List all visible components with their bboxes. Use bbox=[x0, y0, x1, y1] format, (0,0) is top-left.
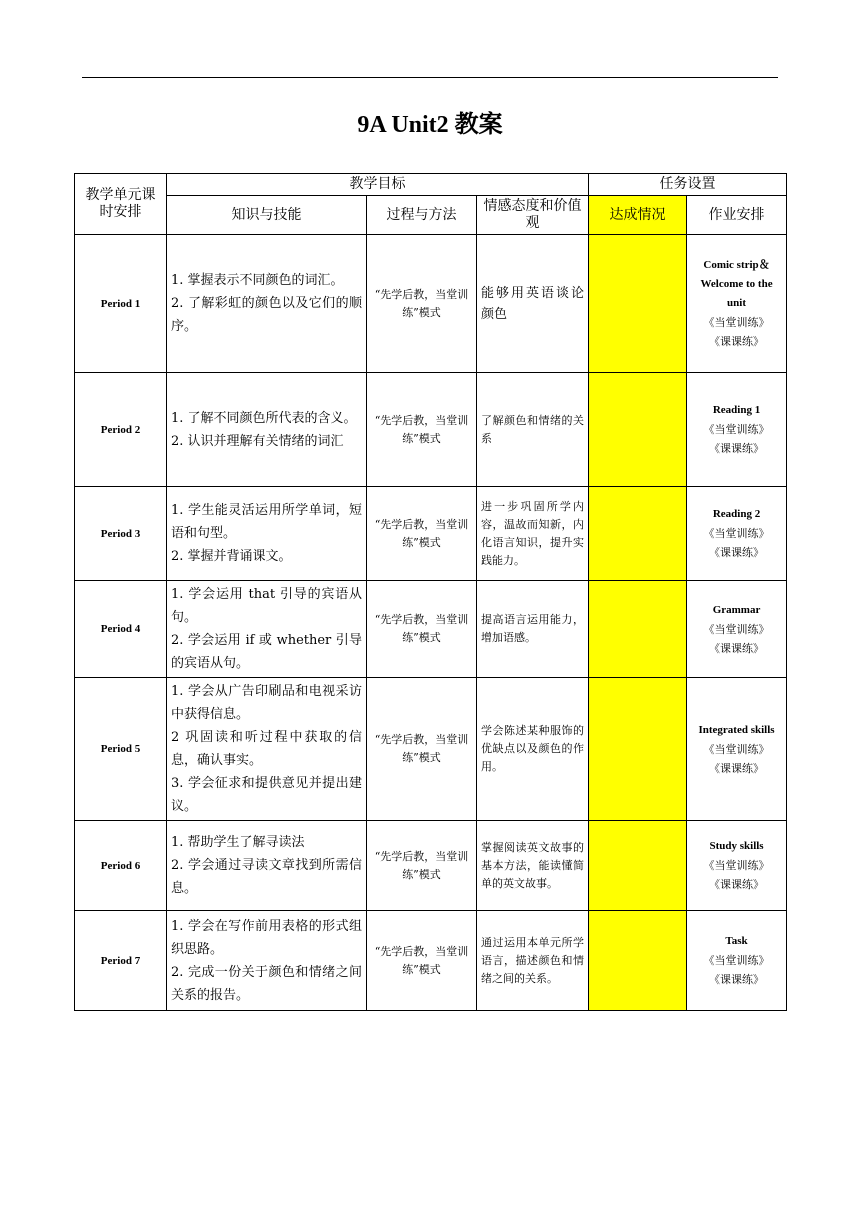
knowledge-item: 1. 学会在写作前用表格的形式组织思路。 bbox=[171, 918, 362, 957]
homework-item: 《当堂训练》 bbox=[703, 954, 770, 967]
completion-cell bbox=[589, 678, 687, 821]
homework-cell bbox=[687, 911, 787, 1011]
knowledge-item: 1. 学会从广告印刷品和电视采访中获得信息。 bbox=[171, 684, 362, 722]
homework-title: Integrated skills bbox=[698, 723, 775, 736]
period-cell: Period 4 bbox=[75, 581, 167, 678]
knowledge-item: 2. 掌握并背诵课文。 bbox=[171, 549, 292, 564]
homework-item: 《当堂训练》 bbox=[703, 527, 770, 540]
process-cell: “先学后教，当堂训练”模式 bbox=[367, 821, 477, 911]
period-cell: Period 6 bbox=[75, 821, 167, 911]
emotion-cell: 掌握阅读英文故事的基本方法，能读懂简单的英文故事。 bbox=[477, 821, 589, 911]
homework-item: 《当堂训练》 bbox=[703, 859, 770, 872]
homework-cell bbox=[687, 581, 787, 678]
homework-title: Grammar bbox=[712, 603, 761, 616]
homework-item: 《当堂训练》 bbox=[703, 316, 770, 329]
period-cell: Period 5 bbox=[75, 678, 167, 821]
knowledge-cell bbox=[167, 487, 367, 581]
period-cell: Period 3 bbox=[75, 487, 167, 581]
completion-cell bbox=[589, 373, 687, 487]
process-cell: “先学后教，当堂训练”模式 bbox=[367, 487, 477, 581]
knowledge-cell bbox=[167, 581, 367, 678]
table-row bbox=[75, 235, 787, 373]
knowledge-item: 2. 完成一份关于颜色和情绪之间关系的报告。 bbox=[171, 964, 362, 1003]
homework-item: 《课课练》 bbox=[709, 335, 765, 348]
header-rule bbox=[82, 77, 778, 78]
process-cell: “先学后教，当堂训练”模式 bbox=[367, 678, 477, 821]
homework-item: 《当堂训练》 bbox=[703, 423, 770, 436]
knowledge-item: 2. 学会运用 if 或 whether 引导的宾语从句。 bbox=[171, 633, 362, 671]
emotion-cell: 通过运用本单元所学语言，描述颜色和情绪之间的关系。 bbox=[477, 911, 589, 1011]
process-cell: “先学后教，当堂训练”模式 bbox=[367, 911, 477, 1011]
period-cell: Period 2 bbox=[75, 373, 167, 487]
homework-item: 《课课练》 bbox=[709, 546, 765, 559]
emotion-cell: 提高语言运用能力，增加语感。 bbox=[477, 581, 589, 678]
knowledge-item: 1. 帮助学生了解寻读法 bbox=[171, 835, 305, 850]
table-row bbox=[75, 678, 787, 821]
knowledge-item: 1. 掌握表示不同颜色的词汇。 bbox=[171, 273, 344, 288]
homework-item: 《课课练》 bbox=[709, 878, 765, 891]
completion-cell bbox=[589, 911, 687, 1011]
table-row bbox=[75, 821, 787, 911]
process-cell: “先学后教，当堂训练”模式 bbox=[367, 373, 477, 487]
completion-cell bbox=[589, 487, 687, 581]
header-teaching-goals: 教学目标 bbox=[167, 174, 589, 196]
homework-cell bbox=[687, 235, 787, 373]
lesson-plan-table bbox=[74, 173, 787, 1011]
completion-cell bbox=[589, 581, 687, 678]
header-completion: 达成情况 bbox=[589, 196, 687, 235]
completion-cell bbox=[589, 235, 687, 373]
homework-title: Reading 1 bbox=[712, 404, 761, 416]
table-row bbox=[75, 487, 787, 581]
homework-title: Reading 2 bbox=[712, 508, 761, 520]
knowledge-cell bbox=[167, 821, 367, 911]
homework-title: Study skills bbox=[709, 840, 764, 852]
period-cell: Period 1 bbox=[75, 235, 167, 373]
knowledge-cell bbox=[167, 678, 367, 821]
emotion-cell: 学会陈述某种服饰的优缺点以及颜色的作用。 bbox=[477, 678, 589, 821]
header-process-method: 过程与方法 bbox=[367, 196, 477, 235]
homework-cell bbox=[687, 487, 787, 581]
period-cell: Period 7 bbox=[75, 911, 167, 1011]
knowledge-item: 1. 学会运用 that 引导的宾语从句。 bbox=[171, 587, 362, 625]
homework-title: Task bbox=[725, 935, 748, 947]
knowledge-cell bbox=[167, 235, 367, 373]
knowledge-cell bbox=[167, 373, 367, 487]
homework-title: Comic strip＆Welcome to the unit bbox=[700, 259, 773, 309]
emotion-cell: 了解颜色和情绪的关系 bbox=[477, 373, 589, 487]
process-cell: “先学后教，当堂训练”模式 bbox=[367, 581, 477, 678]
completion-cell bbox=[589, 821, 687, 911]
homework-item: 《课课练》 bbox=[709, 761, 765, 775]
knowledge-item: 3. 学会征求和提供意见并提出建议。 bbox=[171, 776, 362, 814]
process-cell: “先学后教，当堂训练”模式 bbox=[367, 235, 477, 373]
homework-item: 《课课练》 bbox=[709, 641, 765, 655]
emotion-cell: 能够用英语谈论颜色 bbox=[477, 235, 589, 373]
header-knowledge-skills: 知识与技能 bbox=[167, 196, 367, 235]
homework-item: 《课课练》 bbox=[709, 442, 765, 455]
knowledge-item: 1. 了解不同颜色所代表的含义。 bbox=[171, 410, 357, 426]
table-row bbox=[75, 581, 787, 678]
knowledge-item: 2. 学会通过寻读文章找到所需信息。 bbox=[171, 858, 362, 896]
knowledge-item: 2. 了解彩虹的颜色以及它们的顺序。 bbox=[171, 296, 362, 334]
knowledge-item: 1. 学生能灵活运用所学单词，短语和句型。 bbox=[171, 503, 362, 541]
emotion-cell: 进一步巩固所学内容，温故而知新，内化语言知识，提升实践能力。 bbox=[477, 487, 589, 581]
table-row bbox=[75, 911, 787, 1011]
homework-item: 《当堂训练》 bbox=[703, 622, 770, 636]
homework-cell bbox=[687, 678, 787, 821]
homework-item: 《课课练》 bbox=[709, 973, 765, 986]
homework-cell bbox=[687, 373, 787, 487]
homework-cell bbox=[687, 821, 787, 911]
document-title: 9A Unit2 教案 bbox=[357, 112, 503, 138]
knowledge-cell bbox=[167, 911, 367, 1011]
header-unit-schedule: 教学单元课时安排 bbox=[75, 174, 167, 235]
table-row bbox=[75, 373, 787, 487]
header-task-setting: 任务设置 bbox=[589, 174, 787, 196]
header-homework: 作业安排 bbox=[687, 196, 787, 235]
header-emotion-values: 情感态度和价值观 bbox=[477, 196, 589, 235]
knowledge-item: 2 巩固读和听过程中获取的信息，确认事实。 bbox=[171, 730, 362, 768]
homework-item: 《当堂训练》 bbox=[703, 742, 770, 756]
knowledge-item: 2. 认识并理解有关情绪的词汇 bbox=[171, 433, 344, 449]
